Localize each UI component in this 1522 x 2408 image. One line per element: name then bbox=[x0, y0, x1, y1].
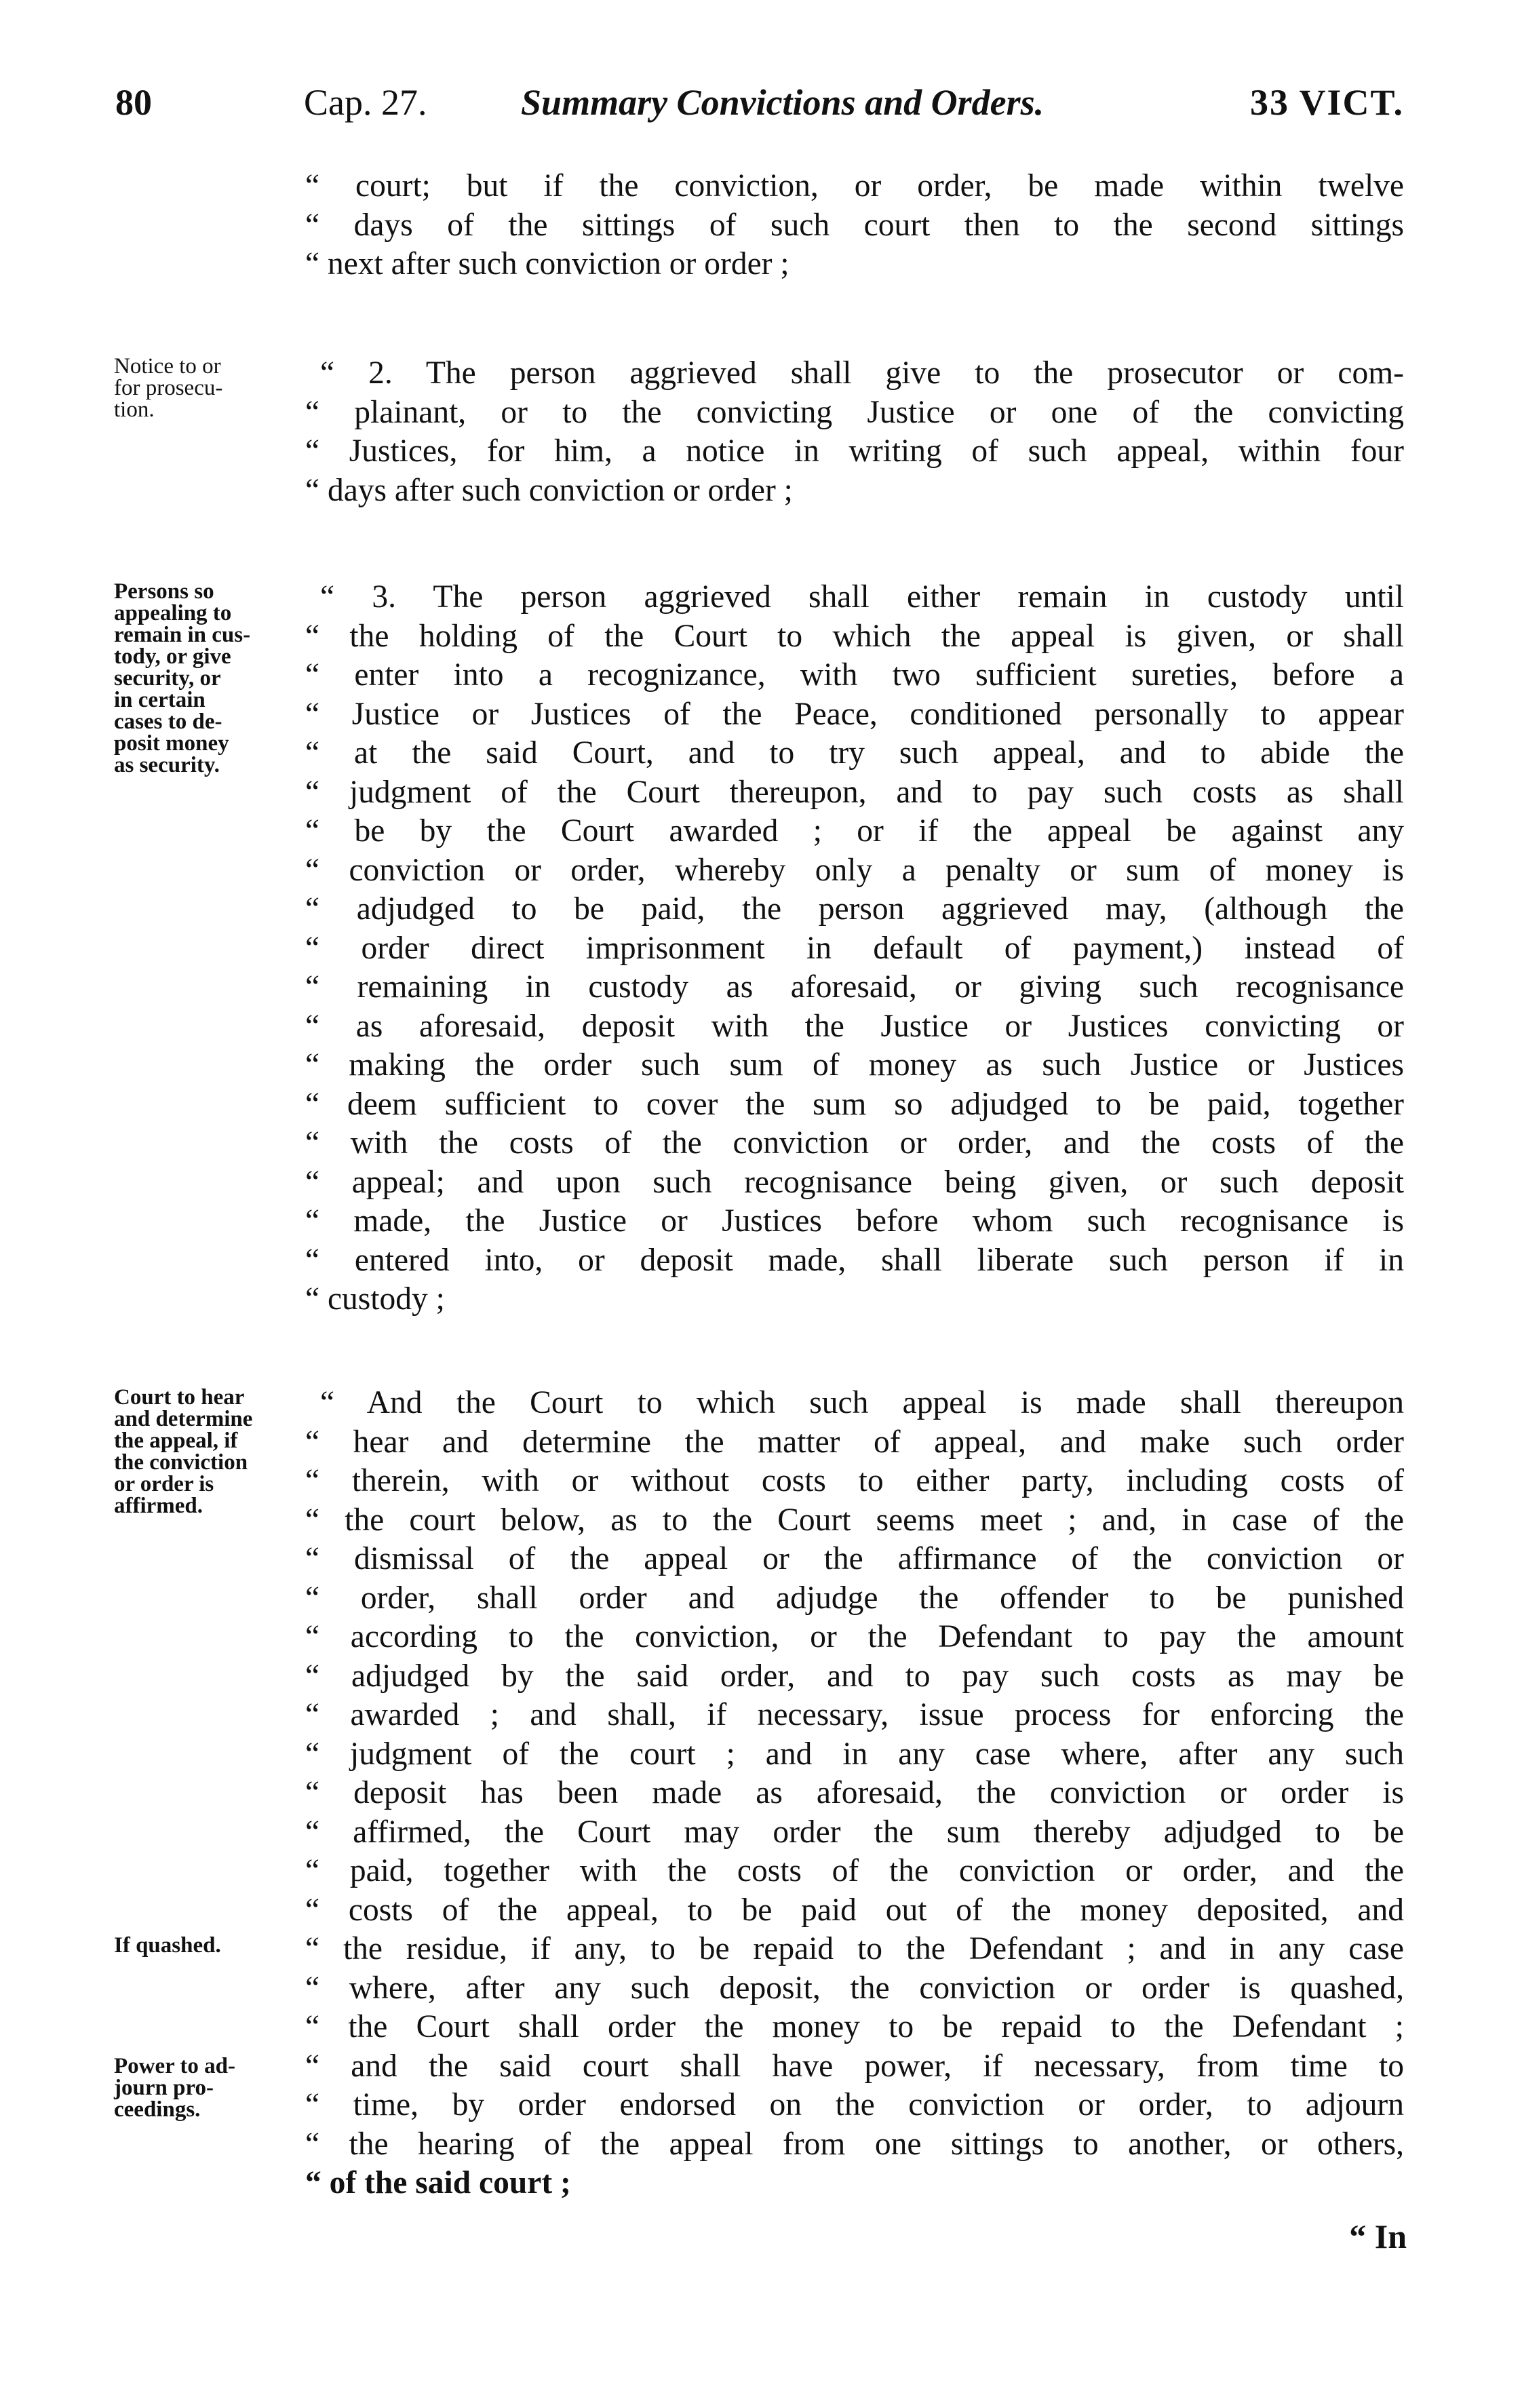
text-line: “ plainant, or to the convicting Justice or one of the convicting bbox=[305, 394, 1404, 430]
text-line: “ therein, with or without costs to either party, including costs of bbox=[305, 1463, 1404, 1498]
text-line: “ be by the Court awarded ; or if the appeal be against any bbox=[305, 813, 1404, 849]
text-line: “ the Court shall order the money to be repaid to the Defendant ; bbox=[305, 2009, 1404, 2044]
text-line: “ next after such conviction or order ; bbox=[305, 246, 789, 281]
margin-note-line: tion. bbox=[114, 397, 155, 422]
margin-note-line: affirmed. bbox=[114, 1494, 203, 1518]
text-line: “ where, after any such deposit, the conviction or order is quashed, bbox=[305, 1970, 1404, 2006]
catchword: “ In bbox=[1349, 2217, 1407, 2255]
margin-note-line: the conviction bbox=[114, 1450, 248, 1475]
text-line: “ conviction or order, whereby only a penalty or sum of money is bbox=[305, 852, 1404, 888]
text-line: “ dismissal of the appeal or the affirmance of the conviction or bbox=[305, 1541, 1404, 1576]
margin-note-court-hear bbox=[114, 1386, 304, 1517]
text-line: “ remaining in custody as aforesaid, or giving such recognisance bbox=[305, 969, 1404, 1005]
margin-note-line: in certain bbox=[114, 688, 206, 712]
text-line: “ the hearing of the appeal from one sittings to another, or others, bbox=[305, 2126, 1404, 2162]
text-line: “ 3. The person aggrieved shall either remain in custody until bbox=[320, 579, 1404, 615]
text-line: “ custody ; bbox=[305, 1281, 445, 1317]
margin-note-line: the appeal, if bbox=[114, 1429, 238, 1453]
running-title: Summary Convictions and Orders. bbox=[521, 82, 1045, 123]
margin-note-line: and determine bbox=[114, 1407, 253, 1431]
text-line: “ judgment of the Court thereupon, and to pay such costs as shall bbox=[305, 774, 1404, 810]
margin-note-line: posit money bbox=[114, 731, 229, 756]
margin-note-line: If quashed. bbox=[114, 1933, 221, 1958]
text-line: “ the holding of the Court to which the appeal is given, or shall bbox=[305, 618, 1404, 654]
margin-note-custody bbox=[114, 581, 304, 776]
text-line: “ order direct imprisonment in default of payment,) instead of bbox=[305, 930, 1404, 966]
text-line: “ 2. The person aggrieved shall give to the prosecutor or com- bbox=[320, 355, 1404, 391]
text-line: “ days of the sittings of such court then to the second sittings bbox=[305, 207, 1404, 243]
text-line: “ the residue, if any, to be repaid to the Defendant ; and in any case bbox=[305, 1931, 1404, 1966]
text-line: “ hear and determine the matter of appeal, and make such order bbox=[305, 1424, 1404, 1460]
text-block-custody bbox=[305, 578, 1404, 1319]
text-line: “ affirmed, the Court may order the sum thereby adjudged to be bbox=[305, 1814, 1404, 1850]
margin-note-line: Court to hear bbox=[114, 1385, 245, 1410]
running-header bbox=[115, 81, 1404, 129]
text-line: “ at the said Court, and to try such appeal, and to abide the bbox=[305, 735, 1404, 771]
margin-note-line: Persons so bbox=[114, 579, 214, 604]
margin-note-line: tody, or give bbox=[114, 644, 231, 669]
text-line: “ days after such conviction or order ; bbox=[305, 472, 793, 508]
text-line: “ Justice or Justices of the Peace, conditioned personally to appear bbox=[305, 696, 1404, 732]
margin-note-line: or order is bbox=[114, 1472, 214, 1496]
text-line: “ the court below, as to the Court seems meet ; and, in case of the bbox=[305, 1502, 1404, 1538]
text-block-notice bbox=[305, 354, 1404, 510]
margin-note-adjourn bbox=[114, 2055, 304, 2120]
text-line: “ made, the Justice or Justices before whom such recognisance is bbox=[305, 1203, 1404, 1239]
page-number: 80 bbox=[115, 82, 152, 123]
chapter-label: Cap. 27. bbox=[304, 82, 427, 123]
margin-note-line: for prosecu- bbox=[114, 376, 223, 400]
margin-note-notice bbox=[114, 355, 304, 421]
margin-note-line: Power to ad- bbox=[114, 2054, 236, 2078]
text-line: “ appeal; and upon such recognisance being given, or such deposit bbox=[305, 1164, 1404, 1200]
text-line: “ adjudged by the said order, and to pay such costs as may be bbox=[305, 1658, 1404, 1694]
text-line: “ making the order such sum of money as such Justice or Justices bbox=[305, 1047, 1404, 1083]
text-line: “ enter into a recognizance, with two sufficient sureties, before a bbox=[305, 657, 1404, 693]
text-line: “ paid, together with the costs of the conviction or order, and the bbox=[305, 1853, 1404, 1888]
text-line: “ costs of the appeal, to be paid out of the money deposited, and bbox=[305, 1892, 1404, 1928]
text-line: “ awarded ; and shall, if necessary, issue process for enforcing the bbox=[305, 1697, 1404, 1732]
margin-note-line: Notice to or bbox=[114, 354, 221, 378]
text-line: “ Justices, for him, a notice in writing of such appeal, within four bbox=[305, 433, 1404, 469]
margin-note-quashed bbox=[114, 1935, 304, 1956]
margin-note-line: ceedings. bbox=[114, 2097, 201, 2122]
text-line: “ order, shall order and adjudge the offender to be punished bbox=[305, 1580, 1404, 1616]
text-block-continuation bbox=[305, 167, 1404, 284]
text-line: “ as aforesaid, deposit with the Justice or Justices convicting or bbox=[305, 1008, 1404, 1044]
margin-note-line: remain in cus- bbox=[114, 623, 251, 647]
text-line: “ entered into, or deposit made, shall liberate such person if in bbox=[305, 1242, 1404, 1278]
text-block-court-hear bbox=[305, 1384, 1404, 2203]
text-line: “ with the costs of the conviction or order, and the costs of the bbox=[305, 1125, 1404, 1161]
text-line: “ adjudged to be paid, the person aggrieved may, (although the bbox=[305, 891, 1404, 927]
text-line: “ deem sufficient to cover the sum so adjudged to be paid, together bbox=[305, 1086, 1404, 1122]
margin-note-line: cases to de- bbox=[114, 710, 222, 734]
text-line: “ And the Court to which such appeal is made shall thereupon bbox=[320, 1385, 1404, 1420]
text-line: “ deposit has been made as aforesaid, the conviction or order is bbox=[305, 1775, 1404, 1810]
text-line: “ of the said court ; bbox=[305, 2165, 571, 2200]
text-line: “ court; but if the conviction, or order, be made within twelve bbox=[305, 168, 1404, 203]
margin-note-line: journ pro- bbox=[114, 2076, 214, 2100]
text-line: “ and the said court shall have power, if necessary, from time to bbox=[305, 2048, 1404, 2084]
margin-note-line: appealing to bbox=[114, 601, 232, 625]
text-line: “ according to the conviction, or the Defendant to pay the amount bbox=[305, 1619, 1404, 1654]
text-line: “ judgment of the court ; and in any case where, after any such bbox=[305, 1736, 1404, 1772]
regnal-year: 33 VICT. bbox=[1249, 82, 1404, 123]
margin-note-line: security, or bbox=[114, 666, 221, 691]
margin-note-line: as security. bbox=[114, 753, 220, 777]
text-line: “ time, by order endorsed on the conviction or order, to adjourn bbox=[305, 2087, 1404, 2122]
